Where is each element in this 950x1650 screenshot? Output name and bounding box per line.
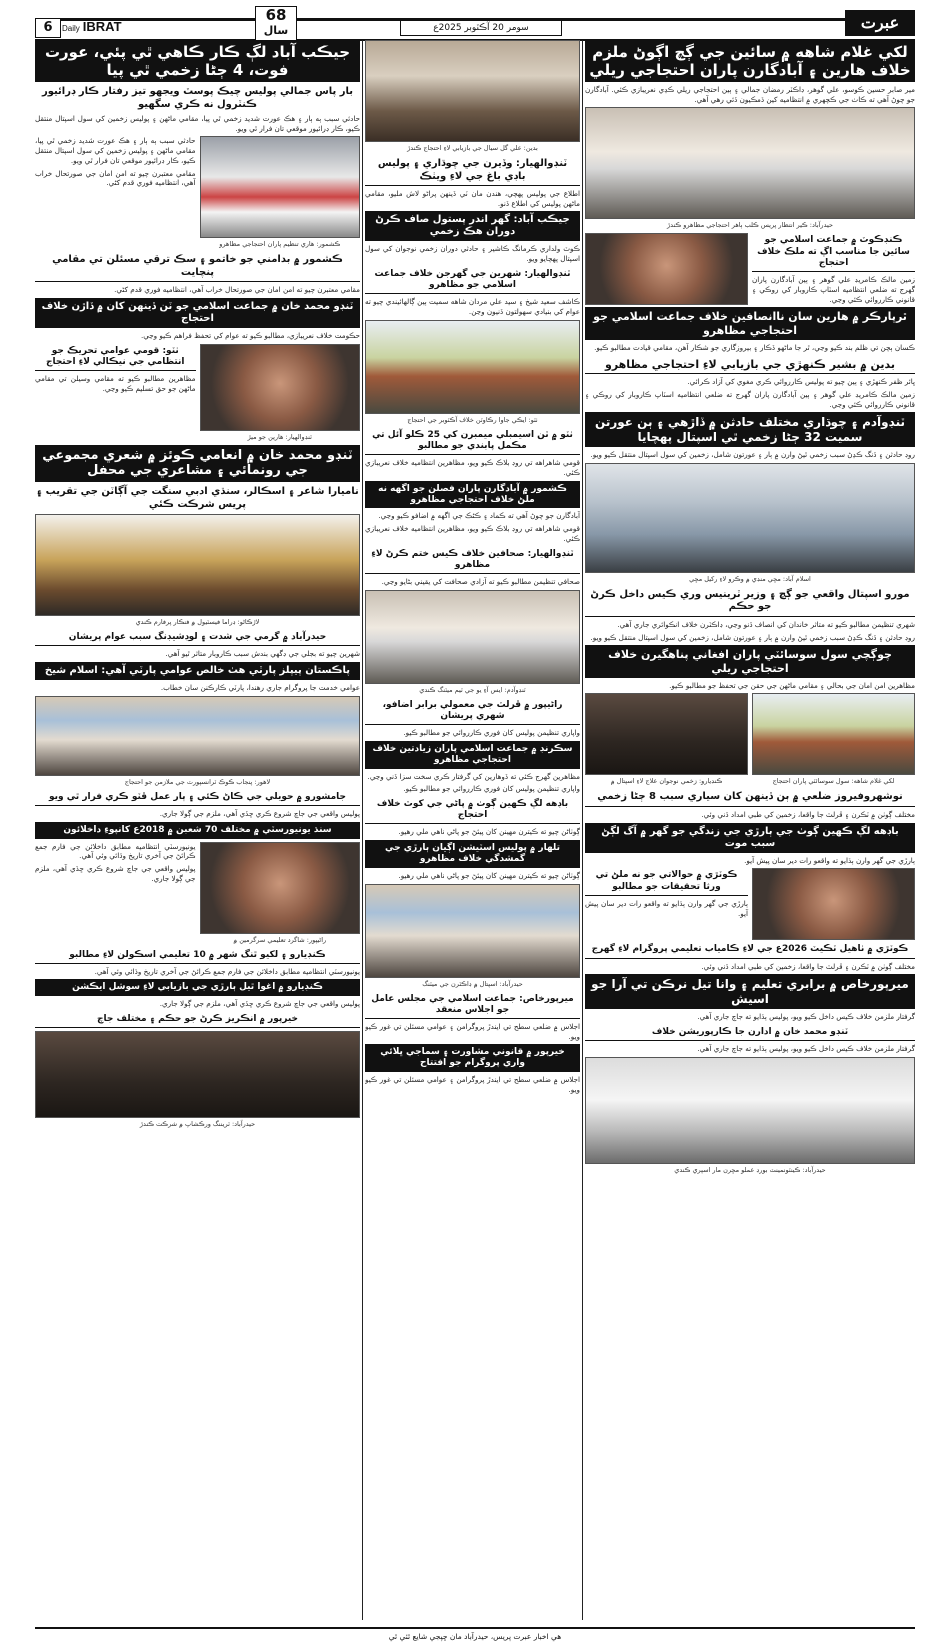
- photo-caption: لاڙڪاڻو: ڊراما فيسٽيول ۾ فنڪار پرفارم ڪندي: [135, 618, 260, 627]
- headline: چوڳچي سول سوسائٽي پاران افغاني پناهگيرن خلاف احتجاجي ريلي: [585, 645, 915, 677]
- news-photo: [200, 842, 361, 934]
- headline: حيدرآباد ۾ گرمي جي شدت ۽ لوڊشيڊنگ سبب عوام پريشان: [35, 630, 360, 646]
- article-body: واپاري تنظيمن پوليس کان فوري ڪارروائي جو مطالبو ڪيو.: [403, 784, 580, 794]
- photo-caption: حيدرآباد: ڪير انتظار پريس ڪلب ٻاهر احتجاجي مظاهرو ڪندڙ: [667, 221, 833, 230]
- news-photo: [585, 1057, 915, 1164]
- two-column-block: [585, 868, 915, 942]
- headline: تلهار ۾ پوليس اسٽيشن اڳيان ٻارڙي جي گمشدگي خلاف مظاهرو: [365, 840, 580, 868]
- article-body: مختلف ڳوٺن ۾ ٽڪرن ۽ ڦرلٽ جا واقعا، زخمين کي طبي امداد ڏني وئي.: [701, 809, 915, 819]
- news-photo: [585, 463, 915, 573]
- article-body: گرفتار ملزمن خلاف ڪيس داخل ڪيو ويو، پوليس ٻڌايو ته جاچ جاري آهي.: [697, 1044, 915, 1054]
- news-photo: [35, 1031, 360, 1118]
- photo-caption: ٽنڊوالهيار: هارين جو ميڙ: [247, 432, 312, 441]
- headline: ڪنڊڪوٽ ۾ جماعت اسلامي جو سائين جا مناسب اڳ ته ملڪ خلاف احتجاج: [752, 233, 915, 272]
- article-body: عوامي خدمت جا پروگرام جاري رهندا، پارٽي ڪارڪنن سان خطاب.: [160, 683, 360, 693]
- article-body: اجلاس ۾ ضلعي سطح تي ايندڙ پروگرامن ۽ عوامي مسئلن تي غور ڪيو ويو.: [365, 1022, 580, 1041]
- headline: ميرپورخاص ۾ برابري تعليم ۽ وانا تيل نرڪن تي آرا جو اسيش: [585, 974, 915, 1009]
- photo-caption: اسلام آباد: مڇي منڊي ۾ وڪرو لاءِ رکيل مڇي: [689, 574, 811, 583]
- headline: باڊهه لڳ ڪهين ڳوٺ جي ٻارڙي جي زندگي جو گهر ۾ آگ لڳڻ سبب موت: [585, 823, 915, 853]
- article-body: مير صابر حسين ڪوسو، علي گوهر، ڊاڪٽر رمضان جمالي ۽ ٻين احتجاجي ريلي ڪڍي نعريبازي ڪئي. آبادگارن جو چوڻ آهي ته ڪاٺ جي ڪچهري ۾ انتظاميه کين ڌمڪيون ڏئي رهي آهي.: [585, 85, 915, 104]
- page-number: 6: [35, 18, 61, 38]
- headline: پاڪستان پيپلز پارٽي هٺ خالص عوامي پارٽي آهي: اسلام شيخ: [35, 662, 360, 680]
- two-column-block: [35, 344, 360, 445]
- news-photo: [35, 696, 360, 776]
- article-body: پوليس واقعي جي جاچ شروع ڪري ڇڏي آهي، ملزم جي ڳولا جاري.: [159, 809, 360, 818]
- news-photo: [35, 514, 360, 616]
- photo-caption: حيدرآباد: اسپتال ۾ ڊاڪٽرن جي ميٽنگ: [422, 979, 523, 988]
- article-body: مختلف ڳوٺن ۾ ٽڪرن ۽ ڦرلٽ جا واقعا، زخمين کي طبي امداد ڏني وئي.: [701, 961, 915, 971]
- news-photo: [200, 136, 361, 238]
- photo-caption: حيدرآباد: ٽريننگ ورڪشاپ ۾ شرڪت ڪندڙ: [139, 1120, 256, 1129]
- years-number: 68: [265, 6, 287, 24]
- newspaper-logo: عبرت: [845, 10, 915, 36]
- years-label: سال: [263, 24, 289, 37]
- article-body: ڪاشف سعيد شيخ ۽ سيد علي مردان شاهه سميت ٻين ڳالهائيندي چيو ته عوام کي بنيادي سهولتون ڏنيون وڃن.: [365, 297, 580, 317]
- article-body: مظاهرين امن امان جي بحالي ۽ مقامي ماڻهن جي حقن جي تحفظ جو مطالبو ڪيو.: [669, 680, 915, 690]
- headline: جيڪب آباد: گهر اندر پستول صاف ڪرڻ دوران هڪ زخمي: [365, 211, 580, 241]
- article-body: پوليس واقعي جي جاچ شروع ڪري ڇڏي آهي، ملزم جي ڳولا جاري.: [159, 999, 360, 1009]
- middle-column: [365, 40, 580, 1620]
- two-column-block: [35, 842, 360, 948]
- news-photo: [585, 107, 915, 219]
- column-rule: [362, 40, 363, 1620]
- column-rule: [582, 40, 583, 1620]
- article-body: صحافي تنظيمن مطالبو ڪيو ته آزادي صحافت کي يقيني بڻايو وڃي.: [381, 577, 580, 586]
- article-body: مظاهرين گهرج ڪئي ته ڏوهارين کي گرفتار ڪري سخت سزا ڏني وڃي.: [367, 771, 580, 781]
- article-body: ڳوٺاڻن چيو ته ڪيترن مهينن کان پيئڻ جو پاڻي ناهي ملي رهيو.: [398, 827, 580, 837]
- article-body: حڪومت خلاف نعريبازي، مطالبو ڪيو ته عوام کي تحفظ فراهم ڪيو وڃي.: [140, 331, 360, 341]
- headline: جيڪب آباد لڳ ڪار ڪاهي ٿي پئي، عورت فوت، 4 ڄڻا زخمي ٿي پيا: [35, 40, 360, 82]
- headline: ٺٽو: قومي عوامي تحريڪ جو انتظامي جي نيڪالي لاءِ احتجاج: [35, 344, 196, 372]
- article-body: ڪسان ٻچن تي ظلم بند ڪيو وڃي، ٿر جا ماڻهو ڏڪار ۽ بيروزگاري جو شڪار آهن، مقامي قيادت مطالبو ڪيو.: [594, 342, 915, 352]
- article-body: ڀائر ظفر ڪنهڙي ۽ ٻين چيو ته پوليس ڪارروائي ڪري مغوي کي آزاد ڪرائي.: [687, 377, 915, 387]
- date-line: سومر 20 آڪٽوبر 2025ع: [400, 20, 562, 36]
- headline: خيرپور ۾ انڪريز ڪرڻ جو حڪم ۽ مختلف جاچ: [35, 1012, 360, 1028]
- article-body: ڳوٺاڻن چيو ته ڪيترن مهينن کان پيئڻ جو پاڻي ناهي ملي رهيو.: [398, 870, 580, 880]
- headline: ڪشمور ۾ بدامني جو خاتمو ۽ سڪ ترقي مسئلن تي مقامي پنچايت: [35, 252, 360, 282]
- article-body: گرفتار ملزمن خلاف ڪيس داخل ڪيو ويو، پوليس ٻڌايو ته جاچ جاري آهي.: [697, 1012, 915, 1022]
- brand-small: Daily: [62, 24, 80, 33]
- photo-caption: راڻيپور: شاگرد تعليمي سرگرمين ۾: [233, 935, 327, 944]
- article-body: يونيورسٽي انتظاميه مطابق داخلائن جي فارم جمع ڪرائڻ جي آخري تاريخ وڌائي وئي آهي.: [35, 841, 196, 861]
- photo-caption: ڪنڊيارو: زخمي نوجوان علاج لاءِ اسپتال ۾: [610, 777, 723, 786]
- article-body: روڊ حادثن ۽ ڏنگ ڪڍڻ سبب زخمي ٿيڻ وارن ۾ ٻار ۽ عورتون شامل، زخمين کي سول اسپتال منتقل ڪيو ويو.: [590, 632, 915, 642]
- headline: ٺٽو ۾ ٽن اسيمبلي ميمبرن کي 25 ڪلو آئل تي مڪمل پابندي جو مطالبو: [365, 428, 580, 456]
- photo-caption: ڪشمور: هاري تنظيم پاران احتجاجي مظاهرو: [219, 240, 341, 249]
- two-column-block: [35, 136, 360, 252]
- headline: ڪوٽڙي ۾ حوالاتي جو نه ملڻ تي ورثا تحقيقات جو مطالبو: [585, 868, 748, 896]
- photo-caption: ٺٽو: ايڪي جاوا رڪاوٽن خلاف آڪٽوبر جي احتجاج: [407, 415, 538, 424]
- article-body: يونيورسٽي انتظاميه مطابق داخلائن جي فارم جمع ڪرائڻ جي آخري تاريخ وڌائي وئي آهي.: [94, 966, 360, 976]
- right-column: [585, 40, 915, 1620]
- headline: ڪنڊيارو ۽ لکيو ٿنگ شهر ۾ 10 تعليمي اسڪولن لاءِ مطالبو: [35, 948, 360, 964]
- article-body: ٻارڙي جي گهر وارن ٻڌايو ته واقعو رات دير سان پيش آيو.: [744, 855, 915, 865]
- news-photo: [365, 40, 580, 142]
- article-body: حادثي سبب ٻه ٻار ۽ هڪ عورت شديد زخمي ٿي پيا، مقامي ماڻهن ۽ پوليس زخمين کي سول اسپتال منتقل ڪيو، ڪار ڊرائيور موقعي تان فرار ٿي ويو.: [35, 136, 196, 165]
- news-photo: [585, 693, 748, 775]
- page-footer: هي اخبار عبرت پريس، حيدرآباد مان ڇپجي شايع ٿئي ٿي: [35, 1627, 915, 1645]
- photo-caption: لاهور: پنجاب ڪوڪ ٽرانسپورٽ جي ملازمن جو احتجاج: [124, 777, 271, 786]
- headline: ٽنڊو محمد خان ۾ جماعت اسلامي جو ٽن ڏينهن کان ۾ ڏاڙن خلاف احتجاج: [35, 298, 360, 328]
- photo-caption: لکي غلام شاهه: سول سوسائٽي پاران احتجاج: [772, 777, 895, 786]
- headline: ٽنڊو محمد خان ۾ انعامي ڪوئز ۾ شعري مجموعي جي رونمائي ۽ مشاعري جي محفل: [35, 445, 360, 482]
- headline: بدين ۾ بشير ڪنهڙي جي بازيابي لاءِ احتجاجي مظاهرو: [585, 356, 915, 375]
- article-body: زمين مالڪ ڪامريڊ علي گوهر ۽ ٻين آبادگارن پاران گهرج ته ضلعي انتظاميه اسٽاپ ڪاروبار کي روڪي ۽ قانوني ڪارروائي ڪئي وڃي.: [752, 275, 915, 304]
- headline: ٽنڊوالهيار: شهرين جي گهرجن خلاف جماعت اسلامي جو مظاهرو: [365, 267, 580, 295]
- headline: ٽنڊوالهيار: وڏيرن جي چوڌاري ۽ پوليس باڊي باغ جي لاءِ ويٺڪ: [365, 156, 580, 186]
- article-body: شهري تنظيمن مطالبو ڪيو ته متاثر خاندان کي انصاف ڏنو وڃي، ڊاڪٽرن خلاف انڪوائري جاري آهي.: [617, 619, 915, 629]
- article-body: روڊ حادثن ۽ ڏنگ ڪڍڻ سبب زخمي ٿيڻ وارن ۾ ٻار ۽ عورتون شامل، زخمين کي سول اسپتال منتقل ڪيو ويو.: [590, 450, 915, 460]
- article-body: مظاهرين مطالبو ڪيو ته مقامي وسيلن تي مقامي ماڻهن جو حق تسليم ڪيو وڃي.: [35, 374, 196, 394]
- headline: ٿرپارڪر ۾ هارين سان ناانصافين خلاف جماعت اسلامي جو احتجاجي مظاهرو: [585, 307, 915, 339]
- headline: نوشهروفيروز ضلعي ۾ ٻن ڏينهن کان سياري سبب 8 ڄڻا زخمي: [585, 789, 915, 807]
- news-photo: [585, 233, 748, 305]
- headline: ڪشمور ۾ آبادگارن پاران فصلن جو اگهه نه ملڻ خلاف احتجاجي مظاهرو: [365, 481, 580, 509]
- headline: سنڌ يونيورسٽي ۾ مختلف 70 شعبن ۾ 2018ع کانپوءِ داخلائون: [35, 822, 360, 839]
- headline: باڊهه لڳ ڪهين ڳوٺ ۾ پاڻي جي کوٽ خلاف احتجاج: [365, 797, 580, 825]
- headline: راڻيپور ۾ ڦرلٽ جي معمولي برابر اضافو، شهري پريشان: [365, 698, 580, 726]
- headline: جامشورو ۾ حويلي جي ڪاڻ ڪئي ۽ ٻار عمل ڦٽو ڪري فرار ٿي ويو: [35, 790, 360, 806]
- headline: خيرپور ۾ قانوني مشاورت ۽ سماجي ڀلائي واري پروگرام جو افتتاح: [365, 1044, 580, 1072]
- article-body: اجلاس ۾ ضلعي سطح تي ايندڙ پروگرامن ۽ عوامي مسئلن تي غور ڪيو ويو.: [365, 1075, 580, 1094]
- brand-title: IBRAT: [82, 19, 122, 34]
- article-body: آبادگارن جو چوڻ آهي ته ڪماد ۽ ڪڻڪ جي اگهه ۾ اضافو ڪيو وڃي.: [378, 511, 580, 521]
- sub-headline: ناميارا شاعر ۽ اسڪالر، سنڌي ادبي سنگت جي آڳاٽن جي تقريب ۽ پريس شرڪت ڪئي: [36, 486, 359, 511]
- years-badge: [255, 6, 297, 42]
- news-photo: [752, 693, 915, 775]
- article-body: قومي شاهراهه تي روڊ بلاڪ ڪيو ويو، مظاهرين انتظاميه خلاف نعريبازي ڪئي.: [365, 458, 580, 478]
- sub-headline: بار پاس جمالي پوليس چيڪ پوسٽ ويجهو تيز رفتار ڪار ڊرائيور ڪنٽرول نه ڪري سگهيو: [41, 86, 354, 110]
- headline: مورو اسپتال واقعي جو ڳچ ۽ وزير ٽرينيس وري ڪيس داخل ڪرڻ جو حڪم: [585, 587, 915, 617]
- left-column: [35, 40, 360, 1620]
- news-photo: [200, 344, 361, 431]
- article-body: مقامي معتبرن چيو ته امن امان جي صورتحال خراب آهي، انتظاميه فوري قدم کڻي.: [35, 168, 196, 188]
- photo-caption: ٽنڊوآدم: ايس آءِ يو جي ٽيم ميٽنگ ڪندي: [419, 685, 526, 694]
- headline: ٽنڊوالهيار: صحافين خلاف ڪيس ختم ڪرڻ لاءِ مظاهرو: [365, 547, 580, 575]
- article-body: ٻارڙي جي گهر وارن ٻڌايو ته واقعو رات دير سان پيش آيو.: [585, 898, 748, 918]
- two-column-block: [585, 233, 915, 307]
- news-photo: [365, 884, 580, 978]
- headline: سڪرنڊ ۾ جماعت اسلامي پاران زيادتين خلاف احتجاجي مظاهرو: [365, 741, 580, 769]
- news-photo: [365, 590, 580, 684]
- photo-caption: حيدرآباد: ڪينٽونمينٽ بورڊ عملو مڇرن مار اسپري ڪندي: [674, 1165, 826, 1174]
- article-body: حادثي سبب ٻه ٻار ۽ هڪ عورت شديد زخمي ٿي پيا، مقامي ماڻهن ۽ پوليس زخمين کي سول اسپتال منتقل ڪيو، ڪار ڊرائيور موقعي تان فرار ٿي ويو.: [35, 114, 360, 133]
- article-body: قومي شاهراهه تي روڊ بلاڪ ڪيو ويو، مظاهرين انتظاميه خلاف نعريبازي ڪئي.: [365, 524, 580, 543]
- article-body: زمين مالڪ ڪامريڊ علي گوهر ۽ ٻين آبادگارن پاران گهرج ته ضلعي انتظاميه اسٽاپ ڪاروبار کي روڪي ۽ قانوني ڪارروائي ڪئي وڃي.: [585, 390, 915, 409]
- news-photo: [752, 868, 915, 940]
- article-body: شهرين چيو ته بجلي جي ڊگهي بندش سبب ڪاروبار متاثر ٿيو آهي.: [165, 649, 360, 659]
- two-column-block: [585, 693, 915, 789]
- headline: ڪنڊيارو ۾ اغوا ٿيل ٻارڙي جي بازيابي لاءِ سوشل ايڪشن: [35, 979, 360, 996]
- headline: ميرپورخاص: جماعت اسلامي جي مجلس عامل جو اجلاس منعقد: [365, 992, 580, 1020]
- article-body: واپاري تنظيمن پوليس کان فوري ڪارروائي جو مطالبو ڪيو.: [403, 728, 580, 738]
- article-body: مقامي معتبرن چيو ته امن امان جي صورتحال خراب آهي، انتظاميه فوري قدم کڻي.: [114, 285, 360, 295]
- headline: لکي غلام شاهه ۾ سائين جي ڳچ اڳوڻ ملزم خلاف هارين ۽ آبادگارن پاران احتجاجي ريلي: [585, 40, 915, 82]
- article-body: پوليس واقعي جي جاچ شروع ڪري ڇڏي آهي، ملزم جي ڳولا جاري.: [35, 863, 196, 883]
- headline: ٽنڊوآدم ۽ چوڌاري مختلف حادثن ۾ ڏاڙهي ۽ ٻن عورتن سميت 32 ڄڻا زخمي ٿي اسپتال پهچايا: [585, 412, 915, 447]
- headline: ڪوٽڙي ۾ ٺاهيل ٽڪيٽ 2026ع جي لاءِ ڪامياب تعليمي پروگرام لاءِ گهرج: [585, 942, 915, 958]
- headline: ٽنڊو محمد خان ۾ ادارن جا ڪارپوريشن خلاف: [585, 1025, 915, 1041]
- article-body: اطلاع جي پوليس پهچي، هندن مان ٽي ڏينهن پراڻو لاش مليو، مقامي ماڻهن پوليس کي اطلاع ڏنو.: [365, 189, 580, 208]
- brand-name: [62, 17, 122, 39]
- article-body: ڪوٽ ولداري ڪرمانگ ڪاشير ۽ حادثي دوران زخمي نوجوان کي سول اسپتال پهچايو ويو.: [365, 244, 580, 264]
- news-photo: [365, 320, 580, 414]
- photo-caption: بدين: علي گل سيال جي بازيابي لاءِ احتجاج ڪندڙ: [407, 144, 538, 152]
